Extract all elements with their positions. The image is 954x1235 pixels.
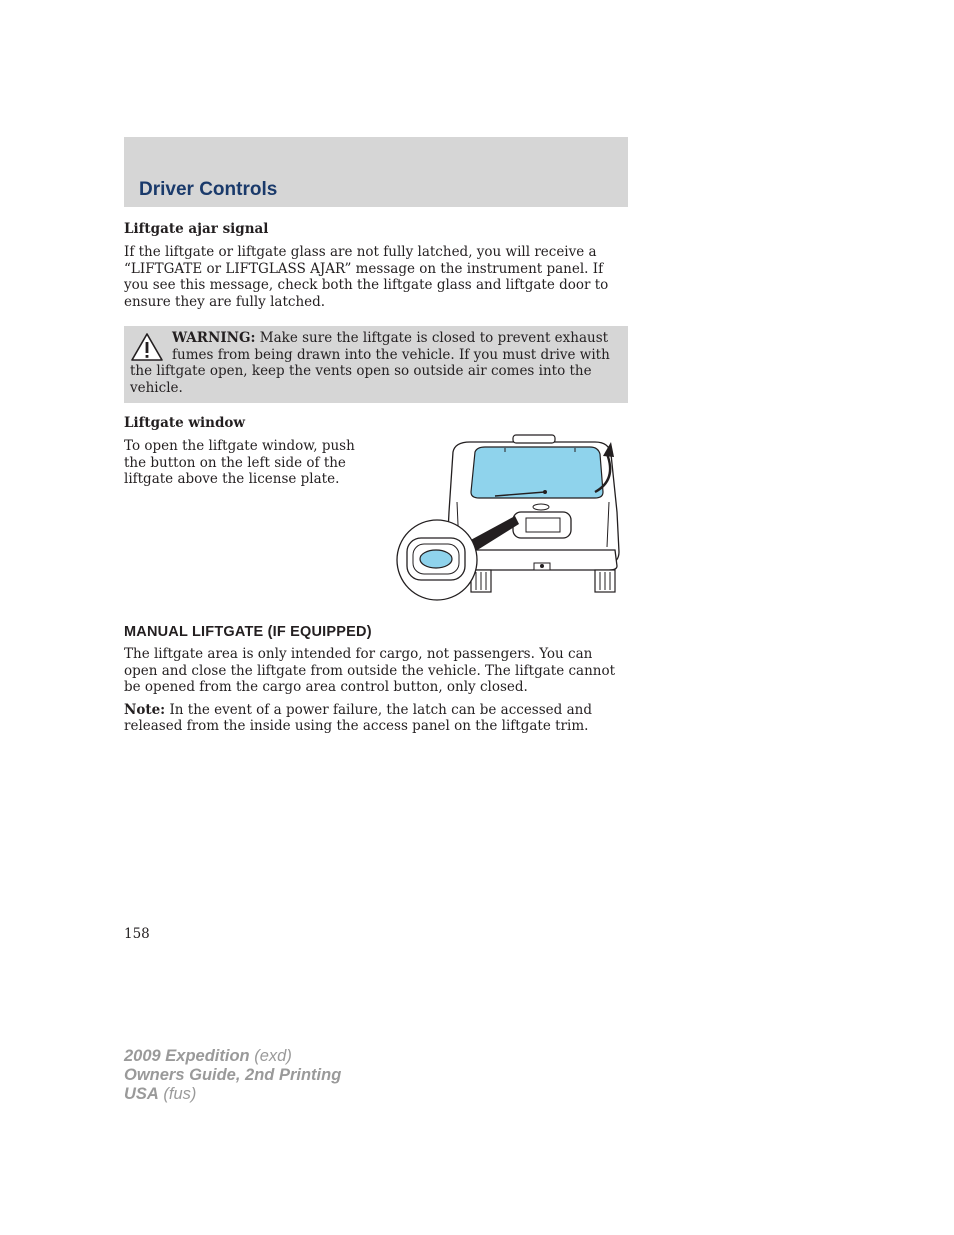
manual-heading: MANUAL LIFTGATE (IF EQUIPPED) [124,624,372,640]
footer-line1-bold: 2009 Expedition [124,1047,250,1065]
footer-line3-plain: (fus) [158,1085,197,1103]
warning-triangle-icon [130,332,164,362]
page-title: Driver Controls [139,179,278,200]
page-number: 158 [124,926,150,942]
window-body: To open the liftgate window, push the button on the left side of the liftgate above the license plate. [124,438,355,487]
header-band [124,137,628,207]
footer-line2-bold: Owners Guide, 2nd Printing [124,1066,342,1084]
ajar-heading: Liftgate ajar signal [124,221,269,237]
liftgate-button [420,550,452,568]
footer-line1-plain: (exd) [249,1047,292,1065]
footer [124,1047,341,1104]
note-text: In the event of a power failure, the latch can be accessed and released from the inside using the access panel on the liftgate trim. [124,701,592,734]
manual-note [124,702,628,735]
liftgate-illustration [395,432,625,602]
window-heading: Liftgate window [124,415,246,431]
liftgate-glass [471,447,603,498]
main-content [124,221,628,735]
footer-line3-bold: USA [124,1085,159,1103]
note-label: Note: [124,701,166,718]
window-section [124,438,628,606]
warning-box [124,326,628,403]
warning-label: WARNING: [172,330,256,346]
ajar-body: If the liftgate or liftgate glass are not fully latched, you will receive a “LIFTGATE or LIFTGLASS AJAR” message on the instrument panel. If you see this message, check both the liftgate glass and liftgate door to ensure they are fully latched. [124,244,609,310]
manual-body: The liftgate area is only intended for cargo, not passengers. You can open and close the liftgate from outside the vehicle. The liftgate cannot be opened from the cargo area control button, only closed. [124,646,616,695]
warning-text: Make sure the liftgate is closed to prevent exhaust fumes from being drawn into the vehicle. If you must drive with the liftgate open, keep the vents open so outside air comes into the vehicle. [130,330,610,396]
